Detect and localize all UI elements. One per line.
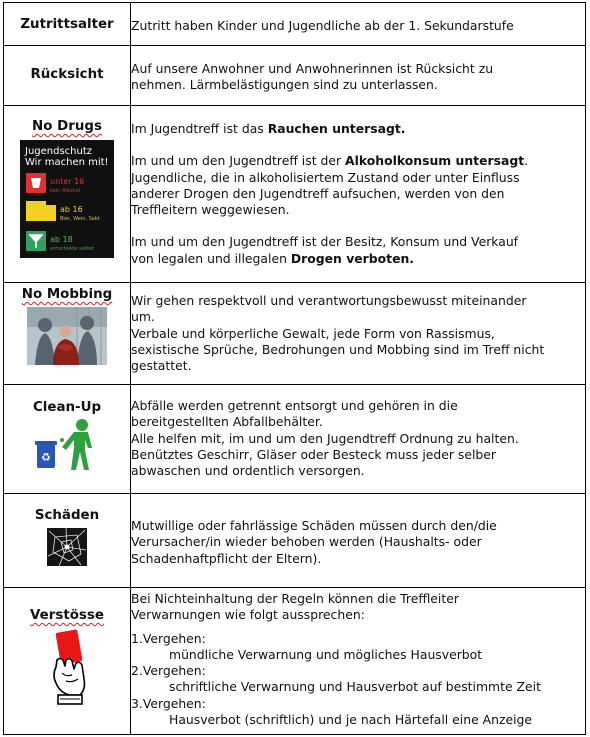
rule-text-line: Bei Nichteinhaltung der Regeln können die Treffleiter xyxy=(131,591,459,606)
youth-protection-poster-icon xyxy=(20,140,114,258)
rule-text-line: Verwarnungen wie folgt aussprechen: xyxy=(131,607,365,623)
rule-title-cell xyxy=(4,3,131,46)
rule-text-cell xyxy=(131,385,586,494)
rule-row-verstoesse xyxy=(4,588,586,735)
rule-title: Zutrittsalter xyxy=(20,17,114,32)
rule-title-cell xyxy=(4,283,131,385)
rule-text-cell xyxy=(131,3,586,46)
rule-title: No Drugs xyxy=(32,119,102,134)
rule-text-line: um. xyxy=(131,309,155,325)
bullying-photo-icon xyxy=(27,307,107,365)
rule-text-line: Verursacher/in wieder behoben werden (Haushalts- oder xyxy=(131,534,482,550)
rule-text: von legalen und illegalen xyxy=(131,250,291,266)
poster-tier-1-age: unter 16 xyxy=(50,177,85,186)
rule-title-cell xyxy=(4,385,131,494)
rule-text-cell xyxy=(131,46,586,106)
broken-glass-icon xyxy=(47,528,87,566)
rule-text-bold: Drogen verboten. xyxy=(290,250,415,266)
rule-title: Rücksicht xyxy=(30,67,104,82)
rule-title: Verstösse xyxy=(30,608,104,623)
rule-row-clean-up xyxy=(4,385,586,494)
rule-text-line: Abfälle werden getrennt entsorgt und gehören in die xyxy=(131,398,458,413)
offense-text: Hausverbot (schriftlich) und je nach Härtefall eine Anzeige xyxy=(169,712,533,728)
rule-title-cell xyxy=(4,588,131,735)
poster-tier-2-note: Bier, Wein, Sekt xyxy=(60,216,100,222)
rule-row-no-drugs xyxy=(4,106,586,283)
rule-title: No Mobbing xyxy=(21,287,113,302)
rule-text-line: Treffleitern weggewiesen. xyxy=(131,202,290,218)
rule-text-line: Wir gehen respektvoll und verantwortungsbewusst miteinander xyxy=(131,293,527,308)
offense-text: mündliche Verwarnung und mögliches Hausverbot xyxy=(169,646,483,662)
rule-text-line: Mutwillige oder fahrlässige Schäden müssen durch den/die xyxy=(131,518,497,533)
offense-text: schriftliche Verwarnung und Hausverbot auf bestimmte Zeit xyxy=(169,679,541,695)
rules-table xyxy=(3,2,586,735)
rule-title-cell xyxy=(4,494,131,588)
rule-text-bold: Rauchen untersagt. xyxy=(267,121,406,136)
rule-text-line: Im und um den Jugendtreff ist der Besitz, Konsum und Verkauf xyxy=(131,234,519,250)
rule-text-line: Verbale und körperliche Gewalt, jede Form von Rassismus, xyxy=(131,325,495,341)
rule-text-line: Schadenhaftpflicht der Eltern). xyxy=(131,550,322,566)
rule-text: Im und um den Jugendtreff ist der xyxy=(131,153,346,169)
rule-text-cell xyxy=(131,494,586,588)
rule-row-ruecksicht xyxy=(4,46,586,106)
rule-text-cell xyxy=(131,106,586,283)
rule-title: Schäden xyxy=(34,508,100,523)
poster-tier-3-note: entscheide selbst xyxy=(50,246,94,252)
rule-text-line: Alle helfen mit, im und um den Jugendtreff Ordnung zu halten. xyxy=(131,430,519,446)
rule-row-zutrittsalter xyxy=(4,3,586,46)
rule-paragraph xyxy=(131,251,585,267)
rule-text-line: gestattet. xyxy=(131,358,192,374)
offense-label: 2.Vergehen: xyxy=(131,663,206,679)
rule-paragraph xyxy=(131,153,585,169)
rule-text-line: sexistische Sprüche, Bedrohungen und Mobbing sind im Treff nicht xyxy=(131,341,545,357)
rule-text-line: Zutritt haben Kinder und Jugendliche ab der 1. Sekundarstufe xyxy=(131,18,514,33)
poster-tier-1-note: kein Alkohol xyxy=(50,188,81,194)
red-card-hand-icon xyxy=(44,629,90,709)
rule-text-line: Benütztes Geschirr, Gläser oder Besteck muss jeder selber xyxy=(131,446,497,462)
rule-text: Im Jugendtreff ist das xyxy=(131,121,268,136)
rule-text-cell xyxy=(131,588,586,735)
svg-text:♻: ♻ xyxy=(41,451,51,464)
offense-label: 1.Vergehen: xyxy=(131,630,206,646)
rule-row-schaeden xyxy=(4,494,586,588)
rule-title-cell xyxy=(4,106,131,283)
poster-heading-2: Wir machen mit! xyxy=(25,157,109,168)
rule-text-bold: Alkoholkonsum untersagt xyxy=(345,153,525,169)
rule-text-line: Jugendliche, die in alkoholisiertem Zustand oder unter Einfluss xyxy=(131,169,520,185)
rule-title: Clean-Up xyxy=(32,400,102,415)
rule-text-line: anderer Drogen den Jugendtreff aufsuchen, werden von den xyxy=(131,185,505,201)
rule-text: . xyxy=(524,153,529,169)
poster-tier-3-age: ab 18 xyxy=(50,235,73,244)
rule-text-line: abwaschen und ordentlich versorgen. xyxy=(131,463,365,479)
poster-heading-1: Jugendschutz xyxy=(25,146,93,157)
rule-text-cell xyxy=(131,283,586,385)
rule-text-line: Auf unsere Anwohner und Anwohnerinnen ist Rücksicht zu xyxy=(131,61,494,76)
rule-paragraph xyxy=(131,121,585,137)
rule-text-line: nehmen. Lärmbelästigungen sind zu unterlassen. xyxy=(131,77,438,93)
offense-label: 3.Vergehen: xyxy=(131,695,206,711)
poster-tier-2-age: ab 16 xyxy=(60,205,83,214)
recycle-person-icon xyxy=(34,418,100,472)
rule-text-line: bereitgestellten Abfallbehälter. xyxy=(131,414,323,430)
rule-title-cell xyxy=(4,46,131,106)
rule-row-no-mobbing xyxy=(4,283,586,385)
